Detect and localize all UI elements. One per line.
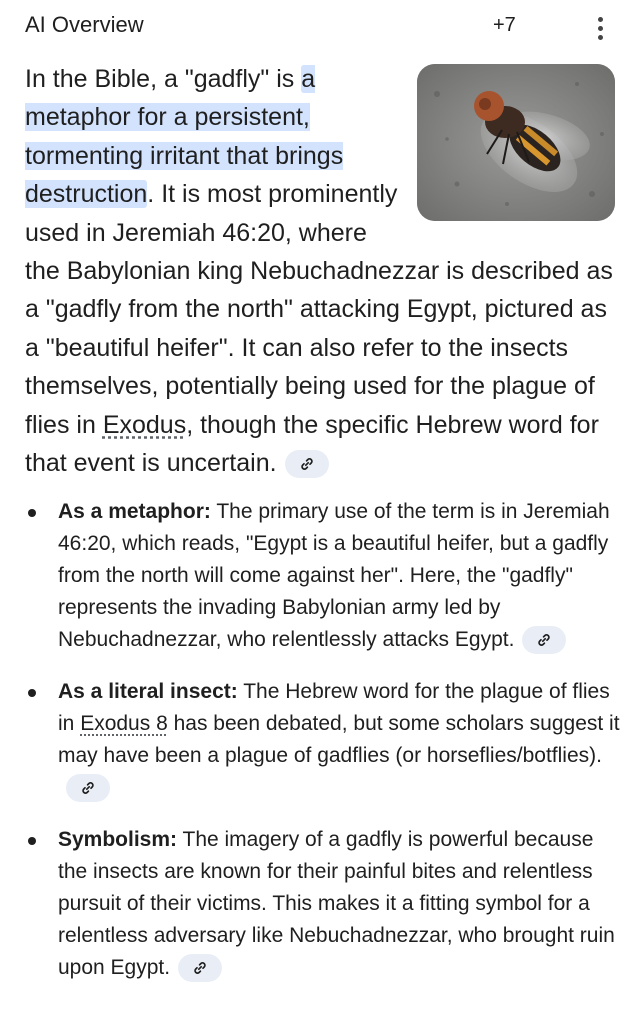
source-link-button[interactable] [66,774,110,802]
list-item [25,676,620,804]
bullet-text: has been debated, but some scholars suggest it may have been a plague of gadflies (or horseflies/botflies). [58,712,620,767]
link-icon [80,780,96,796]
source-link-button[interactable] [285,450,329,478]
link-icon [299,456,315,472]
summary-text-start: In the Bible, a "gadfly" is [25,65,302,93]
bullet-label: As a literal insect: [58,680,238,703]
summary-text-mid: . It is most prominently used in Jeremiah 46:20, where the Babylonian king Nebuchadnezzar is described as a "gadfly from the north" attacking Egypt, pictured as a "beautiful heifer". It can also refer to the insects themselves, potentially being used for the plague of flies in [25,180,613,439]
ai-overview-title: AI Overview [25,12,144,37]
more-vert-icon[interactable] [588,12,612,44]
summary-text-end: , though the specific Hebrew word for that event is uncertain. [25,410,599,478]
link-icon [536,632,552,648]
bullet-dot [28,837,36,845]
bullet-text-start: The Hebrew word for the plague of flies in [58,680,610,735]
overview-bullet-list [25,496,620,1004]
bullet-text: The primary use of the term is in Jeremiah 46:20, which reads, "Egypt is a beautiful heifer, but a gadfly from the north will come against her". Here, the "gadfly" represents the invading Babylonian army led by Nebuchadnezzar, who relentlessly attacks Egypt. [58,500,610,651]
bullet-label: As a metaphor: [58,500,211,523]
exodus-link[interactable]: Exodus [102,410,187,439]
overview-summary [25,60,620,482]
exodus-8-link[interactable]: Exodus 8 [80,712,168,735]
sources-count-button[interactable]: +7 [493,14,516,36]
source-link-button[interactable] [522,626,566,654]
list-item [25,824,620,984]
bullet-dot [28,509,36,517]
link-icon [192,960,208,976]
bullet-text: The imagery of a gadfly is powerful because the insects are known for their painful bites and relentless pursuit of their victims. This makes it a fitting symbol for a relentless adversary like Nebuchadnezzar, who brought ruin upon Egypt. [58,828,615,979]
summary-highlight[interactable]: a metaphor for a persistent, tormenting irritant that brings destruction [25,65,344,209]
bullet-dot [28,689,36,697]
ai-overview-header [0,0,640,52]
source-link-button[interactable] [178,954,222,982]
bullet-label: Symbolism: [58,828,178,851]
list-item [25,496,620,656]
